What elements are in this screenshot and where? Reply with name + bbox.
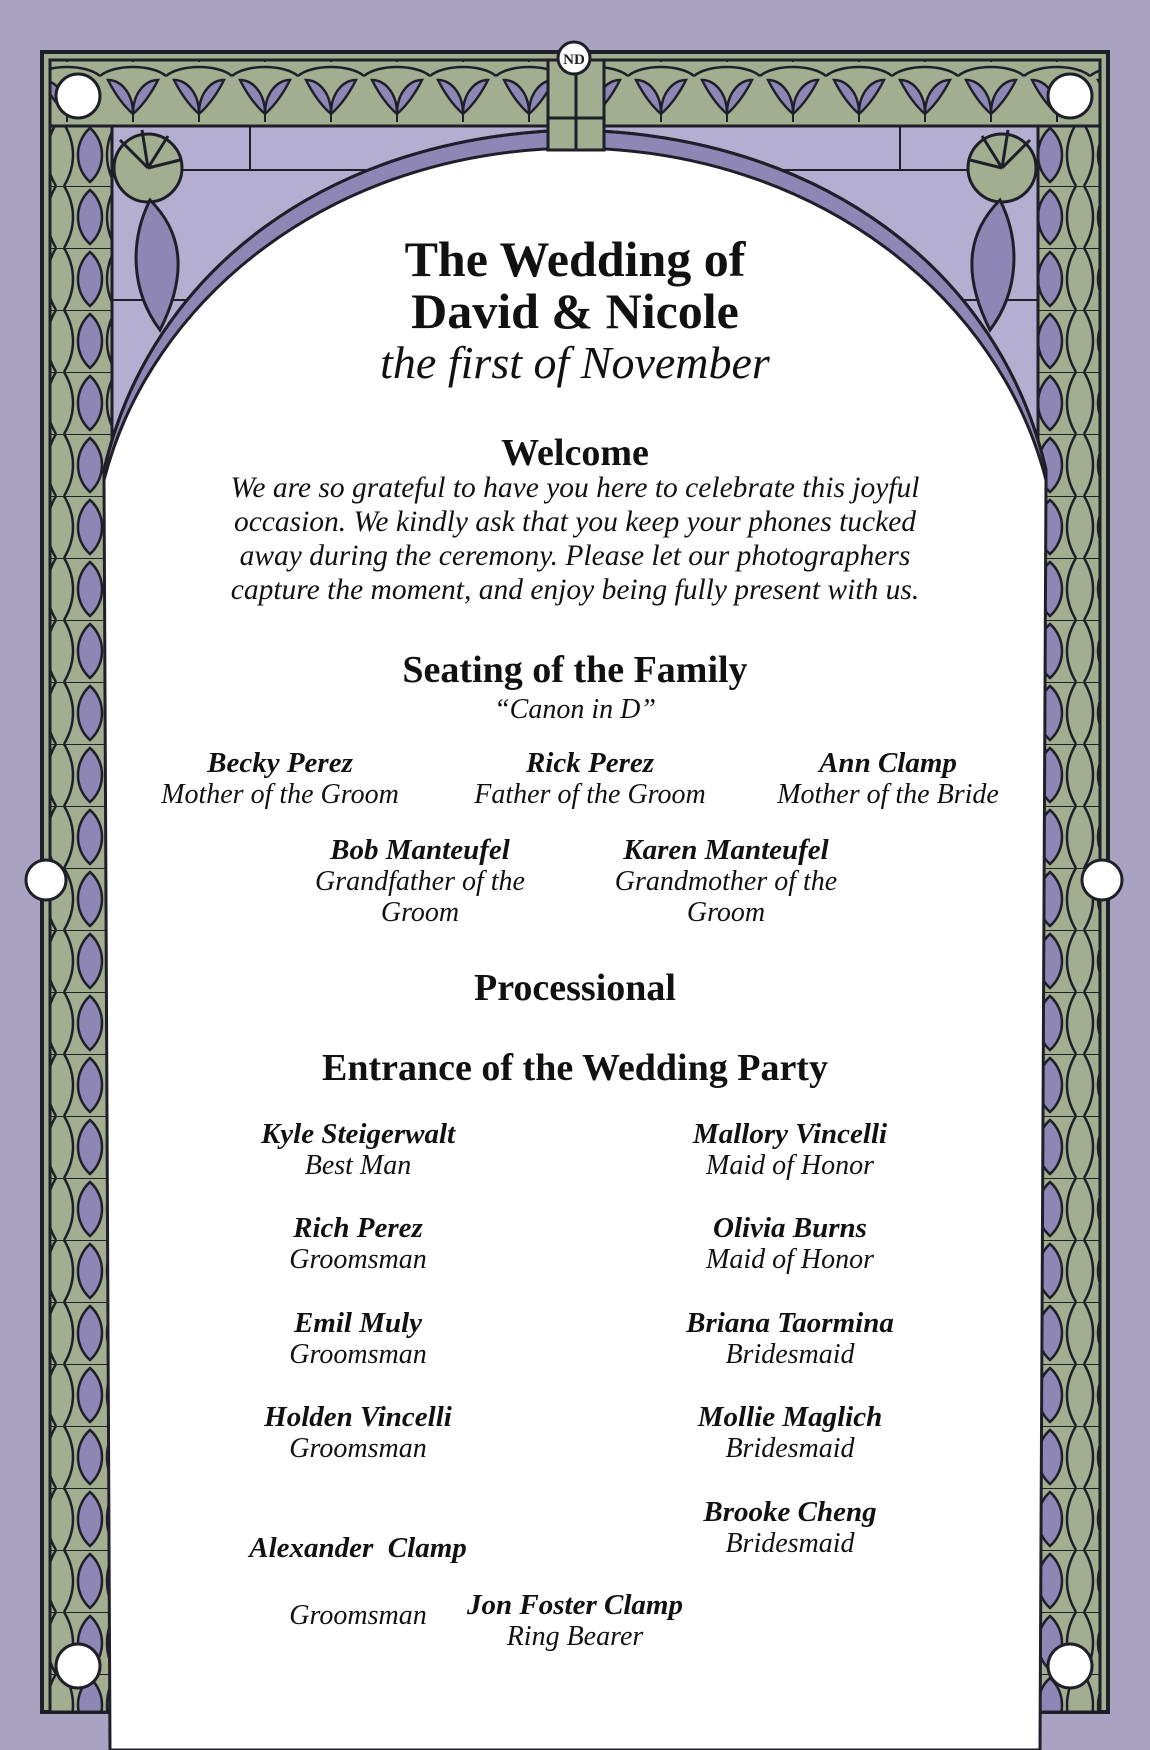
seating-music: “Canon in D”: [494, 694, 656, 725]
title-line-2: David & Nicole: [411, 283, 739, 339]
seating-heading: Seating of the Family: [402, 649, 748, 691]
person-name: Ann Clamp: [819, 747, 957, 779]
person-role: Ring Bearer: [506, 1621, 644, 1652]
processional-heading: Processional: [474, 967, 676, 1009]
bridesmaid: [640, 1402, 940, 1464]
person-role: Bridesmaid: [725, 1528, 855, 1559]
person-name: Alexander Clamp: [249, 1532, 467, 1564]
person-role: Maid of Honor: [706, 1244, 874, 1275]
person-name: Jon Foster Clamp: [467, 1589, 683, 1621]
person-name: Brooke Cheng: [703, 1496, 877, 1528]
welcome-line: occasion. We kindly ask that you keep your phones tucked: [233, 506, 917, 538]
person-role: Grandfather of the Groom: [315, 866, 525, 928]
person-role: Mother of the Bride: [777, 779, 999, 810]
wedding-date: the first of November: [380, 337, 770, 388]
person-name: Mallory Vincelli: [692, 1118, 888, 1150]
person-role: Bridesmaid: [725, 1339, 855, 1370]
groomsman: [208, 1213, 508, 1275]
bridesmaid: [640, 1213, 940, 1275]
person-role: Groomsman: [289, 1433, 427, 1464]
groomsman: [208, 1119, 508, 1181]
person-name: Becky Perez: [207, 747, 353, 779]
person-role: Groomsman: [289, 1600, 427, 1631]
person-name: Olivia Burns: [713, 1212, 867, 1244]
person-name: Bob Manteufel: [330, 834, 510, 866]
person-name: Rick Perez: [525, 747, 655, 779]
welcome-line: We are so grateful to have you here to celebrate this joyful: [230, 472, 920, 504]
person-role: Groomsman: [289, 1244, 427, 1275]
family-member: [300, 835, 540, 928]
person-name: Emil Muly: [293, 1307, 423, 1339]
person-role: Father of the Groom: [474, 779, 706, 810]
person-name: Karen Manteufel: [623, 834, 829, 866]
family-member: [130, 748, 430, 810]
ring-bearer: [425, 1590, 725, 1652]
person-role: Groomsman: [289, 1339, 427, 1370]
bridesmaid: [640, 1497, 940, 1559]
wedding-party-heading: Entrance of the Wedding Party: [322, 1047, 828, 1089]
person-name: Rich Perez: [293, 1212, 423, 1244]
person-name: Mollie Maglich: [697, 1401, 883, 1433]
family-member: [596, 835, 856, 928]
person-role: Bridesmaid: [725, 1433, 855, 1464]
bridesmaid: [640, 1308, 940, 1370]
monogram: ND: [563, 52, 585, 68]
person-role: Maid of Honor: [706, 1150, 874, 1181]
person-name: Briana Taormina: [686, 1307, 894, 1339]
groomsman: [208, 1308, 508, 1370]
person-name: Kyle Steigerwalt: [260, 1118, 456, 1150]
person-role: Mother of the Groom: [161, 779, 399, 810]
welcome-line: away during the ceremony. Please let our photographers: [239, 540, 911, 572]
bridesmaid: [640, 1119, 940, 1181]
groomsman: [208, 1402, 508, 1464]
person-name: Holden Vincelli: [264, 1401, 452, 1433]
family-member: [440, 748, 740, 810]
welcome-line: capture the moment, and enjoy being fully present with us.: [230, 574, 920, 606]
welcome-heading: Welcome: [501, 432, 649, 474]
person-role: Best Man: [304, 1150, 412, 1181]
person-role: Grandmother of the Groom: [614, 866, 838, 928]
family-member: [738, 748, 1038, 810]
title-line-1: The Wedding of: [404, 231, 746, 287]
